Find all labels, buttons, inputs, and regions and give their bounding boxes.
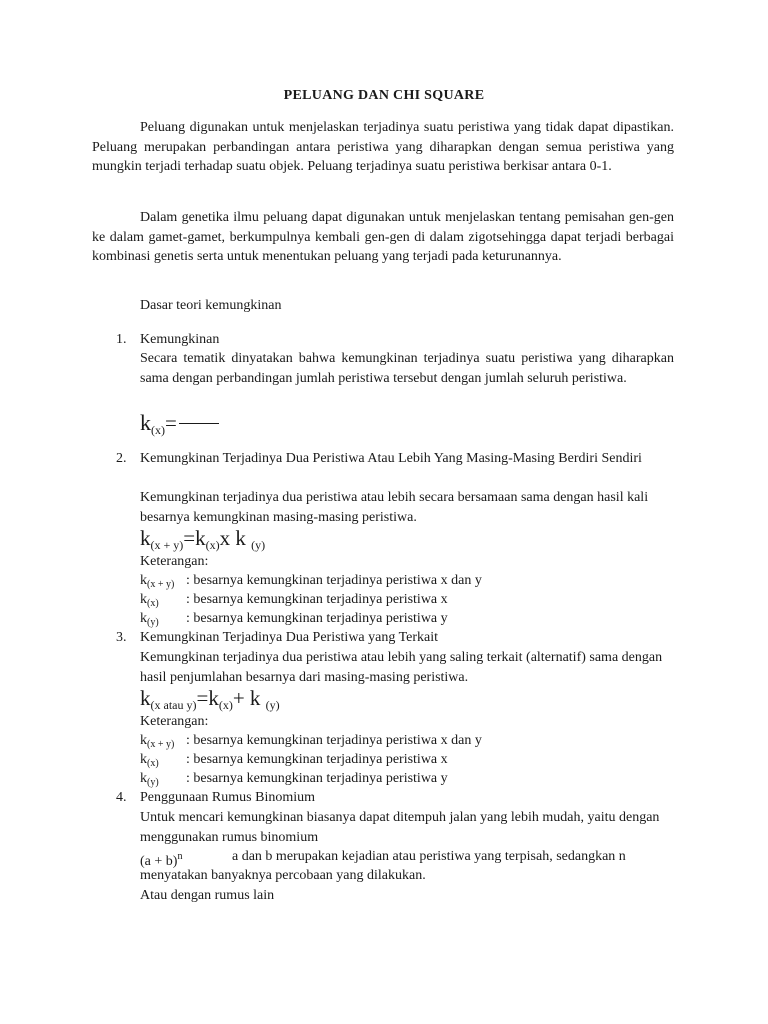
formula-sub: (x atau y) — [150, 698, 197, 712]
formula-sub: (x) — [151, 423, 165, 437]
item-1-body: Secara tematik dinyatakan bahwa kemungkinan terjadinya suatu peristiwa yang diharapkan sama dengan perbandingan jumlah peristiwa tersebut dengan jumlah seluruh peristiwa. — [140, 351, 674, 386]
paragraph-1: Peluang digunakan untuk menjelaskan terjadinya suatu peristiwa yang tidak dapat dipastikan. Peluang merupakan perbandingan antara peristiwa yang diharapkan dengan semua peristiwa yang mungkin terjadi terhadap suatu objek. Peluang terjadinya suatu peristiwa berkisar antara 0-1. — [92, 120, 674, 175]
formula-equals: =k — [196, 686, 219, 710]
intro-text: Dasar teori kemungkinan — [140, 298, 282, 313]
alternative-formula-text: Atau dengan rumus lain — [140, 888, 275, 903]
legend-sub: (x + y) — [147, 739, 175, 750]
formula-operator: x k — [219, 526, 252, 550]
legend-sub: (y) — [147, 777, 159, 788]
formula-sub: (y) — [265, 698, 280, 712]
legend-desc: : besarnya kemungkinan terjadinya peristiwa x — [186, 592, 448, 607]
legend-sub: (y) — [147, 617, 159, 628]
item-2-heading: Kemungkinan Terjadinya Dua Peristiwa Atau Lebih Yang Masing-Masing Berdiri Sendiri — [140, 451, 642, 466]
legend-symbol: k — [140, 611, 147, 626]
item-4-number: 4. — [116, 790, 127, 805]
item-2-number: 2. — [116, 451, 127, 466]
legend-symbol: k — [140, 573, 147, 588]
formula-sub: (x + y) — [150, 538, 184, 552]
item-3-keterangan: Keterangan: — [140, 714, 209, 729]
legend-desc: : besarnya kemungkinan terjadinya peristiwa y — [186, 771, 448, 786]
item-2-keterangan: Keterangan: — [140, 554, 209, 569]
formula-equals: = — [165, 411, 177, 435]
legend-symbol: k — [140, 733, 147, 748]
formula-k: k — [140, 526, 151, 550]
item-4-heading: Penggunaan Rumus Binomium — [140, 790, 315, 805]
item-3-number: 3. — [116, 630, 127, 645]
legend-desc: : besarnya kemungkinan terjadinya peristiwa x dan y — [186, 733, 482, 748]
legend-symbol: k — [140, 592, 147, 607]
item-4-body: Untuk mencari kemungkinan biasanya dapat ditempuh jalan yang lebih mudah, yaitu dengan menggunakan rumus binomium — [140, 810, 660, 845]
fraction-line — [179, 423, 219, 424]
legend-symbol: k — [140, 771, 147, 786]
legend-sub: (x) — [147, 598, 159, 609]
item-3-body: Kemungkinan terjadinya dua peristiwa atau lebih yang saling terkait (alternatif) sama dengan hasil penjumlahan besarnya dari masing-masing peristiwa. — [140, 650, 663, 685]
item-3-heading: Kemungkinan Terjadinya Dua Peristiwa yang Terkait — [140, 630, 439, 645]
item-1-formula — [140, 411, 219, 442]
item-1-number: 1. — [116, 332, 127, 347]
paragraph-2: Dalam genetika ilmu peluang dapat digunakan untuk menjelaskan tentang pemisahan gen-gen ke dalam gamet-gamet, berkumpulnya kembali gen-gen di dalam zigotsehingga dapat terjadi berbagai kombinasi genetis serta untuk menentukan peluang yang terjadi pada keturunannya. — [92, 210, 674, 265]
item-2-body: Kemungkinan terjadinya dua peristiwa atau lebih secara bersamaan sama dengan hasil kali besarnya kemungkinan masing-masing peristiwa. — [140, 490, 649, 525]
formula-sub: (x) — [205, 538, 220, 552]
legend-sub: (x + y) — [147, 579, 175, 590]
formula-k: k — [140, 686, 151, 710]
legend-desc: : besarnya kemungkinan terjadinya peristiwa y — [186, 611, 448, 626]
formula-operator: + k — [232, 686, 266, 710]
formula-equals: =k — [183, 526, 206, 550]
binomium-description-line2: menyatakan banyaknya percobaan yang dilakukan. — [140, 868, 426, 883]
binomium-exponent: n — [177, 851, 183, 862]
binomium-base: (a + b) — [140, 854, 178, 869]
page-title: PELUANG DAN CHI SQUARE — [283, 88, 485, 103]
legend-desc: : besarnya kemungkinan terjadinya peristiwa x dan y — [186, 573, 482, 588]
formula-sub: (x) — [218, 698, 233, 712]
binomium-description: a dan b merupakan kejadian atau peristiwa yang terpisah, sedangkan n — [232, 849, 626, 864]
formula-sub: (y) — [251, 538, 266, 552]
legend-symbol: k — [140, 752, 147, 767]
formula-k: k — [140, 410, 151, 435]
item-1-heading: Kemungkinan — [140, 332, 220, 347]
legend-desc: : besarnya kemungkinan terjadinya peristiwa x — [186, 752, 448, 767]
legend-sub: (x) — [147, 758, 159, 769]
